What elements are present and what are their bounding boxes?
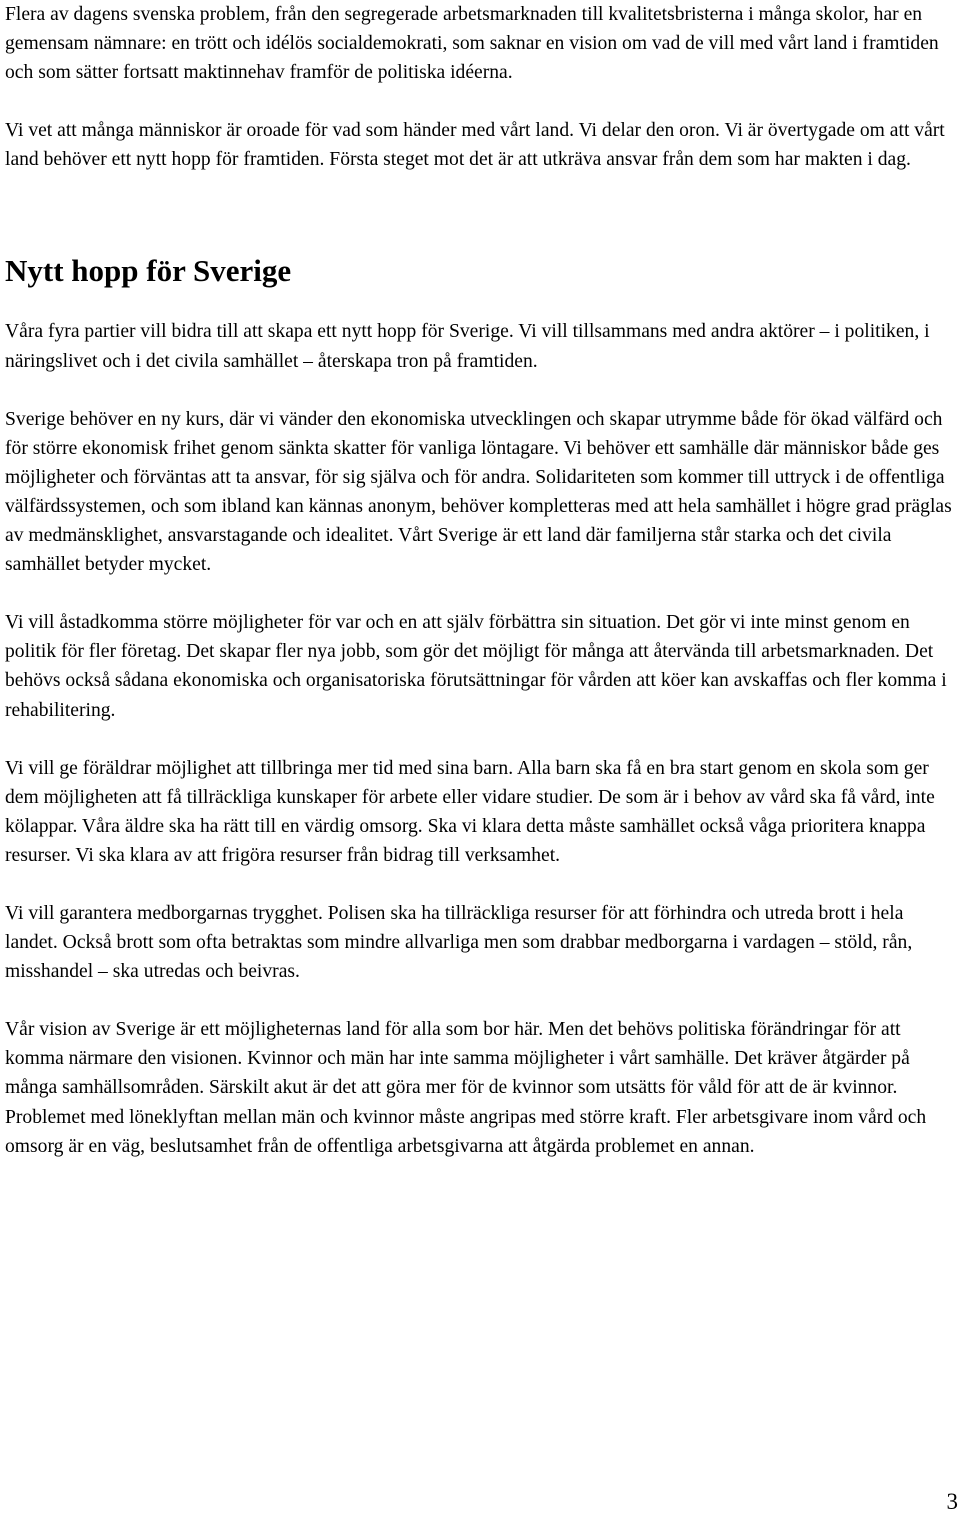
intro-paragraph-2: Vi vet att många människor är oroade för vad som händer med vårt land. Vi delar den oron. Vi är övertygade om att vårt land behöver ett nytt hopp för framtiden. Första steget mot det är att utkräva ansvar från dem som har makten i dag.: [5, 120, 945, 171]
page-number: 3: [946, 1489, 958, 1514]
section-heading: Nytt hopp för Sverige: [5, 253, 292, 289]
body-paragraph: Våra fyra partier vill bidra till att skapa ett nytt hopp för Sverige. Vi vill tillsammans med andra aktörer – i politiken, i näringslivet och i det civila samhället – återskapa tron på framtiden.: [5, 321, 930, 372]
body-paragraph: Sverige behöver en ny kurs, där vi vänder den ekonomiska utvecklingen och skapar utrymme både för ökad välfärd och för större ekonomisk frihet genom sänkta skatter för vanliga löntagare. Vi behöver ett samhälle där människor både ges möjligheter och förväntas att ta ansvar, för sig själva och för andra. Solidariteten som kommer till uttryck i de offentliga välfärdssystemen, och som ibland kan kännas anonym, behöver kompletteras med att hela samhället i högre grad präglas av medmänsklighet, ansvarstagande och idealitet. Vårt Sverige är ett land där familjerna står starka och det civila samhället betyder mycket.: [5, 408, 952, 576]
document-page: [5, 0, 955, 1161]
body-paragraph: Vi vill ge föräldrar möjlighet att tillbringa mer tid med sina barn. Alla barn ska få en bra start genom en skola som ger dem möjligheten att få tillräckliga kunskaper för arbete eller vidare studier. De som är i behov av vård ska få vård, inte kölappar. Våra äldre ska ha rätt till en värdig omsorg. Ska vi klara detta måste samhället också våga prioritera knappa resurser. Vi ska klara av att frigöra resurser från bidrag till verksamhet.: [5, 757, 935, 866]
body-paragraph: Vi vill åstadkomma större möjligheter för var och en att själv förbättra sin situation. Det gör vi inte minst genom en politik för fler företag. Det skapar fler nya jobb, som gör det möjligt för många att återvända till arbetsmarknaden. Det behövs också sådana ekonomiska och organisatoriska förutsättningar för vården att köer kan avskaffas och fler komma i rehabilitering.: [5, 612, 947, 721]
body-paragraph: Vår vision av Sverige är ett möjligheternas land för alla som bor här. Men det behövs politiska förändringar för att komma närmare den visionen. Kvinnor och män har inte samma möjligheter i vårt samhälle. Det kräver åtgärder på många samhällsområden. Särskilt akut är det att göra mer för de kvinnor som utsätts för våld för att de är kvinnor. Problemet med löneklyftan mellan män och kvinnor måste angripas med större kraft. Fler arbetsgivare inom vård och omsorg är en väg, beslutsamhet från de offentliga arbetsgivarna att åtgärda problemet en annan.: [5, 1019, 927, 1157]
body-paragraph: Vi vill garantera medborgarnas trygghet. Polisen ska ha tillräckliga resurser för att förhindra och utreda brott i hela landet. Också brott som ofta betraktas som mindre allvarliga men som drabbar medborgarna i vardagen – stöld, rån, misshandel – ska utredas och beivras.: [5, 902, 913, 983]
intro-paragraph-1: Flera av dagens svenska problem, från den segregerade arbetsmarknaden till kvalitetsbristerna i många skolor, har en gemensam nämnare: en trött och idélös socialdemokrati, som saknar en vision om vad de vill med vårt land i framtiden och som sätter fortsatt maktinnehav framför de politiska idéerna.: [5, 4, 939, 84]
